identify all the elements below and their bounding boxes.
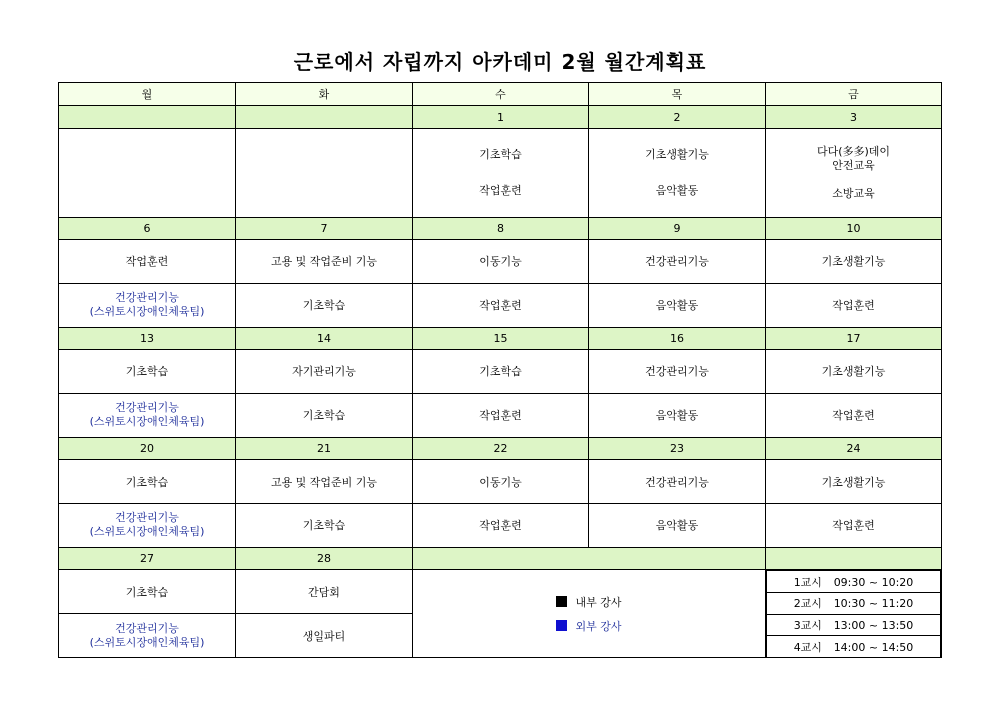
activity-cell: 기초학습 <box>59 570 236 614</box>
class-schedule <box>766 570 941 657</box>
date-cell: 7 <box>236 217 413 239</box>
weekday-fri: 금 <box>766 83 942 106</box>
empty-cell <box>59 128 236 217</box>
schedule-row: 4교시 14:00 ~ 14:50 <box>767 636 941 657</box>
date-cell: 22 <box>413 437 589 459</box>
weekday-thu: 목 <box>589 83 766 106</box>
week5-activity-row-1 <box>59 570 942 614</box>
activity-text: 안전교육 <box>832 158 875 172</box>
blue-square-icon <box>556 620 567 631</box>
activity-cell: 작업훈련 <box>413 393 589 437</box>
date-cell: 9 <box>589 217 766 239</box>
date-cell: 27 <box>59 547 236 569</box>
week1-date-row <box>59 106 942 128</box>
activity-cell: 기초학습 <box>236 393 413 437</box>
date-cell: 23 <box>589 437 766 459</box>
activity-cell-external <box>59 283 236 327</box>
activity-cell <box>589 128 766 217</box>
weekday-wed: 수 <box>413 83 589 106</box>
activity-cell: 기초생활기능 <box>766 460 942 504</box>
activity-text: 건강관리기능 <box>115 621 179 635</box>
activity-text: (스위토시장애인체육팀) <box>89 415 205 429</box>
activity-text: (스위토시장애인체육팀) <box>89 635 205 649</box>
date-cell: 1 <box>413 106 589 128</box>
activity-cell: 음악활동 <box>589 283 766 327</box>
date-cell: 16 <box>589 327 766 349</box>
activity-cell: 이동기능 <box>413 239 589 283</box>
activity-cell: 기초학습 <box>236 503 413 547</box>
activity-cell: 기초생활기능 <box>766 239 942 283</box>
activity-text: 건강관리기능 <box>115 511 179 525</box>
activity-cell: 자기관리기능 <box>236 350 413 394</box>
activity-text: (스위토시장애인체육팀) <box>89 305 205 319</box>
page-title: 근로에서 자립까지 아카데미 2월 월간계획표 <box>293 50 707 74</box>
class-schedule-cell <box>766 570 942 658</box>
date-cell: 14 <box>236 327 413 349</box>
empty-cell <box>236 128 413 217</box>
activity-cell: 작업훈련 <box>413 283 589 327</box>
activity-cell: 간담회 <box>236 570 413 614</box>
activity-cell: 고용 및 작업준비 기능 <box>236 239 413 283</box>
legend-cell <box>413 570 766 658</box>
date-cell: 2 <box>589 106 766 128</box>
date-cell <box>59 106 236 128</box>
activity-text: 기초학습 <box>479 147 522 161</box>
empty-cell <box>766 547 942 569</box>
date-cell: 3 <box>766 106 942 128</box>
week5-date-row <box>59 547 942 569</box>
activity-cell: 기초학습 <box>413 350 589 394</box>
activity-cell: 이동기능 <box>413 460 589 504</box>
activity-text: 음악활동 <box>655 183 699 197</box>
schedule-row: 2교시 10:30 ~ 11:20 <box>767 592 941 614</box>
legend-item-internal: 내부 강사 <box>556 594 621 610</box>
activity-cell: 음악활동 <box>589 393 766 437</box>
date-cell: 20 <box>59 437 236 459</box>
activity-text: 다다(多多)데이 <box>816 144 891 158</box>
activity-text: 기초생활기능 <box>645 147 709 161</box>
activity-cell: 작업훈련 <box>59 239 236 283</box>
monthly-calendar <box>58 82 942 658</box>
date-cell <box>236 106 413 128</box>
activity-cell-external <box>59 393 236 437</box>
schedule-row: 3교시 13:00 ~ 13:50 <box>767 614 941 636</box>
activity-cell: 작업훈련 <box>413 503 589 547</box>
activity-cell: 음악활동 <box>589 503 766 547</box>
activity-cell: 작업훈련 <box>766 283 942 327</box>
week4-activity-row-2 <box>59 503 942 547</box>
date-cell: 28 <box>236 547 413 569</box>
week2-activity-row-1 <box>59 239 942 283</box>
date-cell: 24 <box>766 437 942 459</box>
activity-cell: 기초학습 <box>59 460 236 504</box>
activity-cell-external <box>59 503 236 547</box>
activity-cell: 고용 및 작업준비 기능 <box>236 460 413 504</box>
week2-activity-row-2 <box>59 283 942 327</box>
date-cell: 13 <box>59 327 236 349</box>
date-cell: 8 <box>413 217 589 239</box>
activity-text: (스위토시장애인체육팀) <box>89 525 205 539</box>
week3-activity-row-2 <box>59 393 942 437</box>
date-cell: 15 <box>413 327 589 349</box>
activity-cell: 건강관리기능 <box>589 350 766 394</box>
activity-text: 건강관리기능 <box>115 291 179 305</box>
week4-activity-row-1 <box>59 460 942 504</box>
weekday-tue: 화 <box>236 83 413 106</box>
legend-item-external: 외부 강사 <box>556 618 621 634</box>
activity-cell: 생일파티 <box>236 614 413 658</box>
week4-date-row <box>59 437 942 459</box>
activity-cell: 기초학습 <box>236 283 413 327</box>
activity-cell: 기초생활기능 <box>766 350 942 394</box>
activity-cell <box>766 128 942 217</box>
week2-date-row <box>59 217 942 239</box>
week1-activity-row <box>59 128 942 217</box>
instructor-legend <box>556 586 621 642</box>
week3-date-row <box>59 327 942 349</box>
weekday-mon: 월 <box>59 83 236 106</box>
activity-cell: 작업훈련 <box>766 393 942 437</box>
date-cell: 10 <box>766 217 942 239</box>
activity-cell-external <box>59 614 236 658</box>
activity-text: 작업훈련 <box>479 183 522 197</box>
activity-cell: 작업훈련 <box>766 503 942 547</box>
empty-cell <box>413 547 766 569</box>
schedule-row: 1교시 09:30 ~ 10:20 <box>767 571 941 593</box>
black-square-icon <box>556 596 567 607</box>
activity-text: 소방교육 <box>832 186 875 200</box>
weekday-header-row <box>59 83 942 106</box>
date-cell: 21 <box>236 437 413 459</box>
activity-cell: 건강관리기능 <box>589 460 766 504</box>
date-cell: 6 <box>59 217 236 239</box>
activity-cell: 건강관리기능 <box>589 239 766 283</box>
activity-cell: 기초학습 <box>59 350 236 394</box>
week3-activity-row-1 <box>59 350 942 394</box>
activity-cell <box>413 128 589 217</box>
activity-text: 건강관리기능 <box>115 401 179 415</box>
date-cell: 17 <box>766 327 942 349</box>
